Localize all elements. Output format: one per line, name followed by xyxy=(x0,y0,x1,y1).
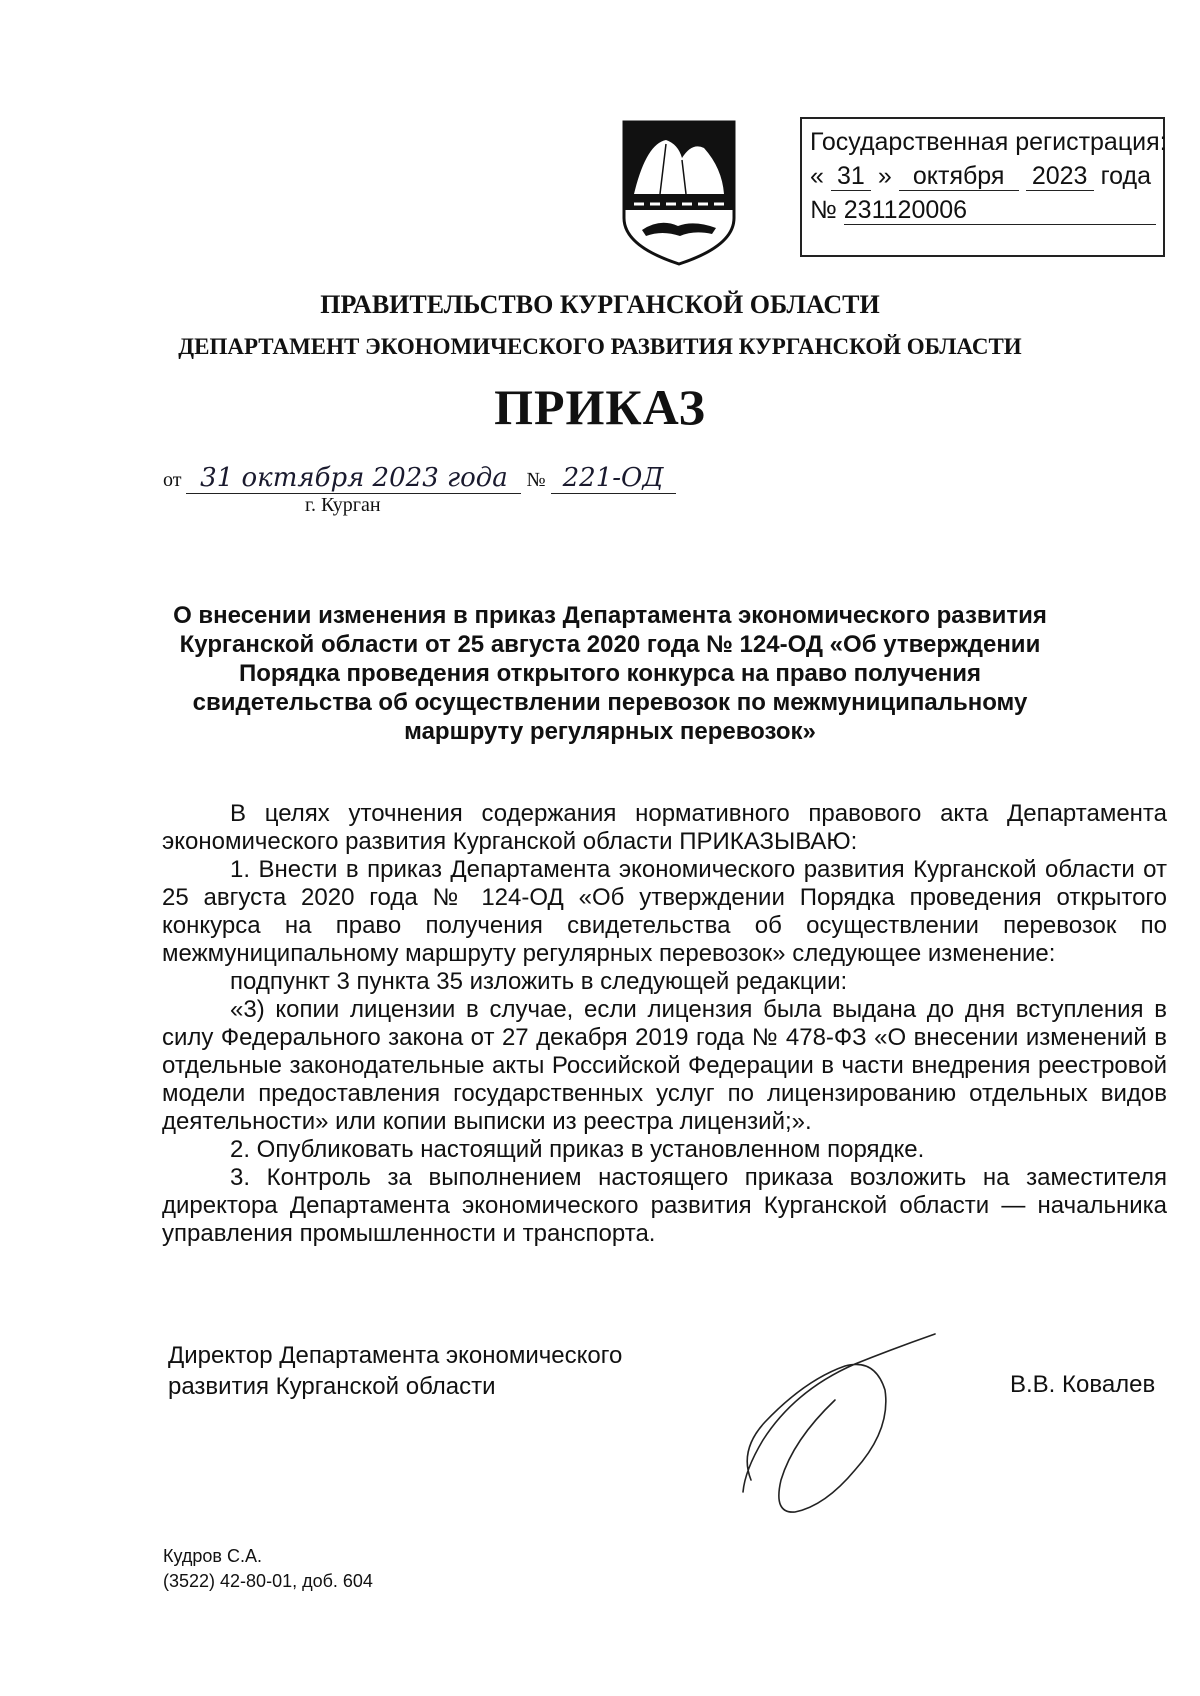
body-paragraph: 1. Внести в приказ Департамента экономического развития Курганской области от 25 августа 2020 года № 124-ОД «Об утверждении Порядка проведения открытого конкурса на право получения свидетельства об осуществлении перевозок по межмуниципальному маршруту регулярных перевозок» следующее изменение: xyxy=(162,856,1167,967)
signatory-position-line2: развития Курганской области xyxy=(168,1373,496,1400)
registration-stamp xyxy=(800,117,1165,257)
body-paragraph: подпункт 3 пункта 35 изложить в следующей редакции: xyxy=(230,968,848,995)
document-title: О внесении изменения в приказ Департамента экономического развития Курганской области от 25 августа 2020 года № 124-ОД «Об утверждении Порядка проведения открытого конкурса на право получения свидетельства об осуществлении перевозок по межмуниципальному маршруту регулярных перевозок» xyxy=(173,602,1047,745)
order-date-line xyxy=(163,463,676,494)
handwritten-signature xyxy=(735,1330,945,1515)
registration-open-quote: « xyxy=(810,162,824,190)
registration-number: 231120006 xyxy=(844,196,1156,225)
signatory-name: В.В. Ковалев xyxy=(1010,1371,1156,1398)
order-number-label: № xyxy=(526,469,546,491)
executor-name: Кудров С.А. xyxy=(163,1546,262,1566)
registration-title: Государственная регистрация: xyxy=(810,128,1167,156)
registration-number-label: № xyxy=(810,196,837,224)
order-date-handwritten: 31 октября 2023 года xyxy=(186,463,521,494)
order-number-handwritten: 221-ОД xyxy=(551,463,676,494)
registration-year: 2023 xyxy=(1026,162,1094,191)
registration-day: 31 xyxy=(831,162,871,191)
order-from-label: от xyxy=(163,469,182,491)
executor-info xyxy=(163,1544,373,1594)
department-heading: ДЕПАРТАМЕНТ ЭКОНОМИЧЕСКОГО РАЗВИТИЯ КУРГАНСКОЙ ОБЛАСТИ xyxy=(178,334,1022,359)
signatory-position-line1: Директор Департамента экономического xyxy=(168,1342,623,1369)
registration-month: октября xyxy=(899,162,1019,191)
registration-year-suffix: года xyxy=(1100,162,1151,190)
body-paragraph: В целях уточнения содержания нормативного правового акта Департамента экономического развития Курганской области ПРИКАЗЫВАЮ: xyxy=(162,800,1167,855)
document-type-heading: ПРИКАЗ xyxy=(494,379,706,435)
executor-phone: (3522) 42-80-01, доб. 604 xyxy=(163,1571,373,1591)
order-city: г. Курган xyxy=(305,494,381,516)
body-paragraph: 2. Опубликовать настоящий приказ в установленном порядке. xyxy=(230,1136,925,1163)
body-paragraph: «3) копии лицензии в случае, если лицензия была выдана до дня вступления в силу Федерального закона от 27 декабря 2019 года № 478-ФЗ «О внесении изменений в отдельные законодательные акты Российской Федерации в части внедрения реестровой модели предоставления государственных услуг по лицензированию отдельных видов деятельности» или копии выписки из реестра лицензий;». xyxy=(162,996,1167,1135)
coat-of-arms-emblem xyxy=(620,118,738,268)
document-body xyxy=(162,800,1167,1248)
registration-close-quote: » xyxy=(877,162,892,190)
government-heading: ПРАВИТЕЛЬСТВО КУРГАНСКОЙ ОБЛАСТИ xyxy=(320,290,880,319)
body-paragraph: 3. Контроль за выполнением настоящего приказа возложить на заместителя директора Департамента экономического развития Курганской области — начальника управления промышленности и транспорта. xyxy=(162,1164,1167,1247)
signatory-position xyxy=(168,1340,622,1402)
